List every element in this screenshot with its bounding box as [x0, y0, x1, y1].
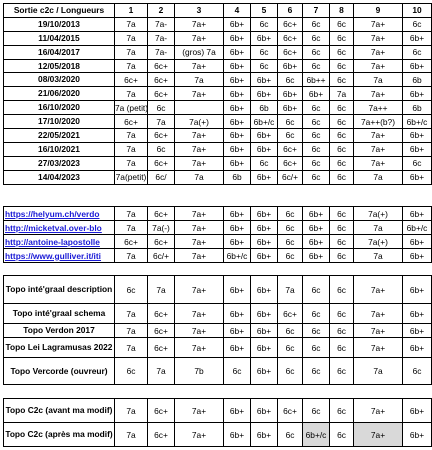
grade-cell: 6b+ — [403, 338, 432, 358]
grade-cell: 7a — [354, 221, 403, 235]
grade-cell: 7a — [115, 399, 148, 423]
grade-cell: 7a — [115, 249, 148, 263]
grade-cell: 7a — [175, 73, 224, 87]
grade-cell: 7a+ — [175, 249, 224, 263]
grade-cell: 6c — [303, 338, 330, 358]
grade-cell: 7a+ — [175, 17, 224, 31]
grade-cell: 7a(petit) — [115, 172, 147, 183]
column-header: 6 — [278, 4, 303, 18]
grade-cell: 6c — [330, 59, 354, 73]
grade-cell: 6b+ — [403, 170, 432, 184]
sortie-date: 16/10/2021 — [4, 142, 115, 156]
grade-cell: 7a — [115, 142, 148, 156]
grade-cell: 6c — [330, 423, 354, 447]
grade-cell: 6b+ — [278, 101, 303, 115]
grade-cell: 6b+ — [251, 304, 278, 324]
grade-cell: 7a — [148, 115, 175, 129]
grade-cell: 6c — [278, 115, 303, 129]
grade-cell: 6b+ — [251, 31, 278, 45]
grade-cell: 6b++ — [303, 73, 330, 87]
grade-cell: 6b+ — [303, 87, 330, 101]
grade-cell: 6c — [278, 358, 303, 385]
grade-cell: 6c+ — [115, 73, 148, 87]
grade-cell: 7a — [115, 31, 148, 45]
grade-cell: 6c+ — [148, 59, 175, 73]
grade-cell: 7a+ — [354, 338, 403, 358]
grade-cell: 6c — [330, 338, 354, 358]
grade-cell: 6b+ — [224, 101, 251, 115]
table-row — [4, 338, 432, 358]
header-label: Sortie c2c / Longueurs — [4, 4, 115, 18]
grade-cell: 6c — [278, 207, 303, 221]
grade-cell: 6b+ — [403, 129, 432, 143]
grade-cell: 6c — [330, 115, 354, 129]
grade-cell: 6b+ — [251, 129, 278, 143]
grade-cell: 6b+ — [251, 423, 278, 447]
sortie-date: 17/10/2020 — [4, 115, 115, 129]
grade-cell: 7a+ — [354, 142, 403, 156]
grade-cell: 6c+ — [148, 73, 175, 87]
table-row — [4, 87, 432, 101]
grade-cell: 6c — [303, 399, 330, 423]
grade-cell: 6c — [278, 221, 303, 235]
grade-cell: 6c — [251, 17, 278, 31]
grade-cell: 7a+ — [175, 304, 224, 324]
grade-cell: 6c+ — [148, 338, 175, 358]
grade-cell: 7b — [175, 358, 224, 385]
grade-cell: 7a — [278, 276, 303, 304]
grade-cell: 6c — [148, 101, 175, 115]
grade-cell: 6c — [278, 324, 303, 338]
grade-cell: 7a+ — [175, 142, 224, 156]
grade-cell: 6c+ — [148, 304, 175, 324]
table-row — [4, 45, 432, 59]
sortie-date: 19/10/2013 — [4, 17, 115, 31]
source-link[interactable]: http://micketval.over-blo — [4, 221, 115, 235]
grade-cell: 6c — [330, 142, 354, 156]
grade-cell: 6b+/c — [403, 115, 432, 129]
sortie-date: 16/04/2017 — [4, 45, 115, 59]
sortie-date: 27/03/2023 — [4, 156, 115, 170]
grade-cell: 7a — [115, 87, 148, 101]
grade-cell: 6c — [251, 45, 278, 59]
grade-cell: 6b+ — [403, 399, 432, 423]
grade-cell: 7a — [148, 276, 175, 304]
grade-cell: 6b+ — [224, 156, 251, 170]
grade-cell: 7a+ — [354, 156, 403, 170]
grade-cell: 6c+ — [148, 399, 175, 423]
grade-cell: 6b+ — [224, 399, 251, 423]
grade-cell: 6c+ — [148, 207, 175, 221]
column-header: 9 — [354, 4, 403, 18]
sortie-date: 08/03/2020 — [4, 73, 115, 87]
grade-cell: 6c+ — [148, 235, 175, 249]
grade-cell: 7a(+) — [175, 115, 224, 129]
grade-cell: 6c/+ — [148, 249, 175, 263]
grade-cell: 6b+ — [224, 115, 251, 129]
grade-cell: 7a- — [148, 17, 175, 31]
grade-cell: 6b+ — [251, 358, 278, 385]
grade-cell: 6b+/c — [303, 423, 330, 447]
grade-cell: 6c — [303, 142, 330, 156]
source-link[interactable]: http://antoine-lapostolle — [4, 235, 115, 249]
grade-cell: 7a — [115, 221, 148, 235]
grade-cell: 7a — [115, 129, 148, 143]
grade-cell: 6b — [403, 101, 432, 115]
grade-cell: 6b — [403, 73, 432, 87]
grade-cell: 7a+ — [354, 45, 403, 59]
grade-cell: 6c — [148, 142, 175, 156]
sortie-date: 16/10/2020 — [4, 101, 115, 115]
table-row — [4, 59, 432, 73]
grade-cell: 6c — [303, 170, 330, 184]
grade-cell: 6c — [303, 59, 330, 73]
grade-cell: 6c — [403, 17, 432, 31]
grade-cell: 6b+ — [403, 423, 432, 447]
column-header: 7 — [303, 4, 330, 18]
grade-cell: 7a+ — [175, 338, 224, 358]
grade-cell: 6b+/c — [251, 115, 278, 129]
grade-cell: 6b+ — [224, 59, 251, 73]
grade-cell: 6c — [115, 358, 148, 385]
grade-cell: 7a+ — [175, 221, 224, 235]
grade-cell: 7a — [115, 324, 148, 338]
grade-cell: 6c+ — [148, 423, 175, 447]
column-header: 3 — [175, 4, 224, 18]
column-header: 4 — [224, 4, 251, 18]
grade-cell: 6c — [403, 358, 432, 385]
grade-cell: 6c — [330, 129, 354, 143]
grade-cell: 6b+/c — [224, 249, 251, 263]
grade-cell: 6c — [330, 73, 354, 87]
grade-cell: 7a+ — [354, 31, 403, 45]
grade-cell: 6b — [224, 170, 251, 184]
grade-cell: 6c — [330, 170, 354, 184]
grade-cell: 6c+ — [148, 87, 175, 101]
sortie-date: 12/05/2018 — [4, 59, 115, 73]
table-row — [4, 31, 432, 45]
grade-cell: 6b+ — [224, 142, 251, 156]
grade-cell: 6b+ — [303, 207, 330, 221]
grade-cell: 6b+ — [251, 324, 278, 338]
grade-cell: 6c — [330, 358, 354, 385]
grade-cell: 6c — [403, 45, 432, 59]
table-row — [4, 358, 432, 385]
topo-label: Topo inté'graal description — [4, 276, 115, 304]
grade-cell: 6b+ — [278, 87, 303, 101]
grade-cell: 6c+ — [278, 156, 303, 170]
grade-cell: 6b — [251, 101, 278, 115]
grade-cell: 7a+ — [175, 235, 224, 249]
grade-cell: 6b+ — [251, 221, 278, 235]
liens-table — [3, 206, 432, 263]
grade-cell: 6c — [303, 17, 330, 31]
table-row — [4, 249, 432, 263]
table-row — [4, 207, 432, 221]
grade-cell: 6b+ — [403, 87, 432, 101]
table-row — [4, 304, 432, 324]
grade-cell: 6c/ — [148, 170, 175, 184]
grade-cell: 7a — [354, 358, 403, 385]
grade-cell: 6b+ — [224, 304, 251, 324]
grade-cell: 6c/+ — [278, 170, 303, 184]
table-row — [4, 221, 432, 235]
grade-cell: 7a+ — [354, 304, 403, 324]
column-header: 2 — [148, 4, 175, 18]
grade-cell: 6c — [303, 358, 330, 385]
grade-cell: 6c — [251, 59, 278, 73]
grade-cell: 7a — [115, 423, 148, 447]
grade-cell: 6c — [330, 156, 354, 170]
grade-cell: 6c — [303, 115, 330, 129]
table-row — [4, 73, 432, 87]
grade-cell: 6c+ — [278, 399, 303, 423]
grade-cell: 6b+ — [251, 73, 278, 87]
grade-cell: 7a — [115, 338, 148, 358]
grade-cell: 6b+ — [403, 249, 432, 263]
table-row — [4, 129, 432, 143]
grade-cell: 6c+ — [278, 17, 303, 31]
grade-cell: 6b+ — [251, 170, 278, 184]
grade-cell: 6b+ — [224, 45, 251, 59]
grade-cell: 6c — [330, 235, 354, 249]
grade-cell: 6c — [278, 73, 303, 87]
grade-cell: 7a+ — [175, 423, 224, 447]
grade-cell: 6c — [303, 45, 330, 59]
grade-cell: 6c — [330, 17, 354, 31]
grade-cell: 7a+ — [175, 59, 224, 73]
grade-cell: 7a+ — [354, 17, 403, 31]
grade-cell: 6b+ — [403, 276, 432, 304]
grade-cell: 7a — [330, 87, 354, 101]
grade-cell: 6c — [303, 101, 330, 115]
grade-cell: 6c — [330, 221, 354, 235]
grade-cell: 7a+ — [175, 156, 224, 170]
grade-cell: 6b+ — [251, 142, 278, 156]
grade-cell: 7a(+) — [354, 235, 403, 249]
grade-cell: 6c — [278, 129, 303, 143]
grade-cell: 7a+ — [175, 31, 224, 45]
grade-cell: 6b+ — [251, 276, 278, 304]
grade-cell: 7a+ — [354, 324, 403, 338]
grade-cell: 6c+ — [115, 115, 148, 129]
grade-cell — [175, 101, 224, 115]
sortie-date: 11/04/2015 — [4, 31, 115, 45]
grade-cell: (gros) 7a — [175, 45, 224, 59]
table-row — [4, 235, 432, 249]
grade-cell: 7a+ — [354, 59, 403, 73]
grade-cell: 6c — [330, 304, 354, 324]
source-link[interactable]: https://helyum.ch/verdo — [4, 207, 115, 221]
grade-cell: 6b+ — [403, 142, 432, 156]
grade-cell: 7a(-) — [148, 221, 175, 235]
table-row — [4, 324, 432, 338]
grade-cell: 7a — [148, 358, 175, 385]
grade-cell: 6c+ — [278, 45, 303, 59]
grade-cell: 6c — [303, 276, 330, 304]
grade-cell: 6c+ — [278, 31, 303, 45]
grade-cell: 7a+ — [175, 276, 224, 304]
grade-cell: 6c+ — [148, 324, 175, 338]
grade-cell: 7a — [115, 304, 148, 324]
grade-cell: 6b+ — [303, 249, 330, 263]
grade-cell: 6b+ — [224, 423, 251, 447]
sortie-date: 22/05/2021 — [4, 129, 115, 143]
grade-cell: 6c — [251, 156, 278, 170]
grade-cell: 7a — [115, 207, 148, 221]
grade-cell: 6b+ — [403, 59, 432, 73]
sortie-date: 21/06/2020 — [4, 87, 115, 101]
grade-cell: 6c — [303, 324, 330, 338]
grade-cell: 7a- — [148, 45, 175, 59]
grade-cell: 7a- — [148, 31, 175, 45]
grade-cell: 6b+ — [224, 31, 251, 45]
table-row — [4, 115, 432, 129]
grade-cell: 6b+ — [251, 207, 278, 221]
grade-cell: 7a+ — [354, 423, 403, 447]
grade-cell: 7a+ — [354, 276, 403, 304]
grade-cell: 6b+ — [224, 17, 251, 31]
grade-cell: 6b+ — [224, 235, 251, 249]
grade-cell: 6b+ — [403, 304, 432, 324]
grade-cell: 7a+ — [175, 399, 224, 423]
topos-table — [3, 275, 432, 385]
grade-cell: 6c — [330, 31, 354, 45]
grade-cell: 6b+ — [403, 31, 432, 45]
grade-cell: 7a — [354, 73, 403, 87]
grade-cell: 6b+ — [224, 207, 251, 221]
grade-cell: 6c — [278, 235, 303, 249]
grade-cell: 6c — [224, 358, 251, 385]
sorties-table — [3, 3, 432, 185]
table-row — [4, 142, 432, 156]
grade-cell: 6c+ — [278, 142, 303, 156]
grade-cell: 7a+ — [175, 207, 224, 221]
grade-cell: 6c — [330, 276, 354, 304]
grade-cell: 6b+ — [251, 399, 278, 423]
grade-cell: 6c — [330, 45, 354, 59]
grade-cell: 6b+ — [224, 221, 251, 235]
grade-cell: 6c+ — [148, 129, 175, 143]
sortie-date: 14/04/2023 — [4, 170, 115, 184]
table-row — [4, 156, 432, 170]
grade-cell: 6b+ — [224, 73, 251, 87]
grade-cell: 6c — [330, 249, 354, 263]
grade-cell: 7a+ — [175, 324, 224, 338]
grade-cell: 7a — [115, 59, 148, 73]
column-header: 8 — [330, 4, 354, 18]
grade-cell: 6b+ — [251, 87, 278, 101]
c2c-label: Topo C2c (après ma modif) — [4, 423, 115, 447]
table-row — [4, 17, 432, 31]
grade-cell: 7a++(b?) — [354, 115, 403, 129]
grade-cell: 6c+ — [278, 304, 303, 324]
grade-cell: 6c — [330, 101, 354, 115]
table-row — [4, 170, 432, 184]
c2c-table — [3, 398, 432, 447]
grade-cell: 6b+ — [278, 59, 303, 73]
grade-cell: 6b+ — [224, 338, 251, 358]
topo-label: Topo Vercorde (ouvreur) — [4, 358, 115, 385]
grade-cell: 6c — [303, 129, 330, 143]
grade-cell: 6c+ — [115, 235, 148, 249]
grade-cell: 7a (petit) — [115, 102, 149, 113]
grade-cell: 6c — [278, 338, 303, 358]
header-row — [4, 4, 432, 18]
grade-cell: 7a — [175, 170, 224, 184]
column-header: 1 — [115, 4, 148, 18]
grade-cell: 6b+ — [251, 338, 278, 358]
grade-cell: 6b+ — [251, 249, 278, 263]
column-header: 5 — [251, 4, 278, 18]
grade-cell: 7a+ — [175, 129, 224, 143]
grade-cell: 6c — [303, 156, 330, 170]
grade-cell: 7a — [115, 156, 148, 170]
grade-cell: 6b+ — [224, 87, 251, 101]
grade-cell: 7a — [115, 17, 148, 31]
grade-cell: 6b+ — [251, 235, 278, 249]
column-header: 10 — [403, 4, 432, 18]
table-row — [4, 399, 432, 423]
grade-cell: 7a+ — [354, 129, 403, 143]
source-link[interactable]: https://www.gulliver.it/iti — [4, 249, 115, 263]
grade-cell: 6c — [115, 276, 148, 304]
topo-label: Topo Verdon 2017 — [4, 324, 115, 338]
grade-cell: 7a+ — [354, 87, 403, 101]
grade-cell: 6c — [303, 31, 330, 45]
grade-cell: 7a+ — [354, 399, 403, 423]
grade-cell: 6c — [330, 207, 354, 221]
grade-cell: 6b+ — [224, 276, 251, 304]
grade-cell: 7a — [354, 170, 403, 184]
grade-cell: 6c+ — [148, 156, 175, 170]
grade-cell: 7a — [354, 249, 403, 263]
grade-cell: 7a — [115, 45, 148, 59]
topo-label: Topo Lei Lagramusas 2022 — [4, 338, 115, 358]
grade-cell: 6b+ — [303, 221, 330, 235]
grade-cell: 6b+/c — [403, 221, 432, 235]
grade-cell: 6b+ — [224, 129, 251, 143]
grade-cell: 6c — [278, 249, 303, 263]
grade-cell: 7a++ — [354, 101, 403, 115]
grade-cell: 6c — [330, 399, 354, 423]
grade-cell: 6b+ — [224, 324, 251, 338]
grade-cell: 6b+ — [403, 207, 432, 221]
topo-label: Topo inté'graal schema — [4, 304, 115, 324]
grade-cell: 6c — [403, 156, 432, 170]
table-row — [4, 423, 432, 447]
table-row — [4, 276, 432, 304]
grade-cell: 6b+ — [303, 235, 330, 249]
grade-cell: 7a(+) — [354, 207, 403, 221]
grade-cell: 6c — [278, 423, 303, 447]
grade-cell: 6c — [303, 304, 330, 324]
grade-cell: 6c — [330, 324, 354, 338]
table-row — [4, 101, 432, 115]
c2c-label: Topo C2c (avant ma modif) — [4, 399, 115, 423]
grade-cell: 6b+ — [403, 324, 432, 338]
grade-cell: 6b+ — [403, 235, 432, 249]
grade-cell: 7a+ — [175, 87, 224, 101]
